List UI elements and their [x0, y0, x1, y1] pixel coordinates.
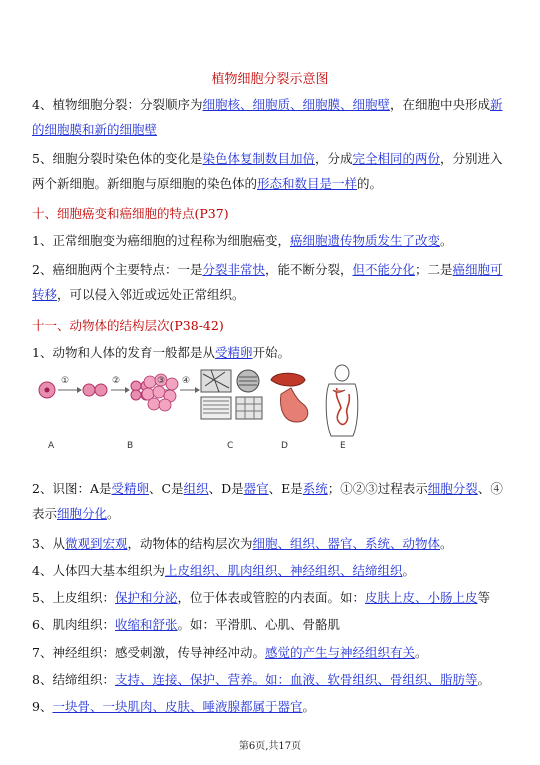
underlined-term: 受精卵: [214, 345, 253, 360]
text: 6、肌肉组织：: [32, 617, 115, 632]
development-illustration: [35, 364, 365, 460]
text: 3、从: [32, 536, 65, 551]
underlined-term: 新的细胞膜和新的细胞壁: [32, 97, 503, 137]
figure-label-b: B: [127, 441, 134, 451]
text: ，位于体表或管腔的内表面。如：: [177, 590, 365, 605]
paragraph-structure-levels: [32, 531, 510, 556]
figure-step-3: ③: [157, 376, 166, 386]
page-footer: 第6页,共17页: [238, 741, 302, 752]
section-heading-animal-structure: 十一、动物体的结构层次(P38-42): [32, 318, 224, 333]
paragraph-cancer-1: [32, 228, 510, 253]
text: ，动物体的结构层次为: [127, 536, 253, 551]
text: 的。: [357, 176, 383, 191]
underlined-term: 器官: [243, 481, 269, 496]
text: 5、细胞分裂时染色体的变化是: [32, 151, 203, 166]
underlined-term: 完全相同的两份: [352, 151, 441, 166]
text: ，能不断分裂，: [264, 262, 353, 277]
text: ，在细胞中央形成: [389, 97, 490, 112]
text: 、E是: [268, 481, 303, 496]
text: 、C是: [149, 481, 184, 496]
paragraph-development: [32, 340, 510, 365]
text: 。如：平滑肌、心肌、骨骼肌: [177, 617, 340, 632]
page-title: 植物细胞分裂示意图: [211, 72, 329, 87]
underlined-term: 但不能分化: [352, 262, 416, 277]
underlined-term: 保护和分泌: [114, 590, 178, 605]
figure-step-4: ④: [182, 376, 191, 386]
section-heading-cancer: 十、细胞癌变和癌细胞的特点(P37): [32, 206, 229, 221]
underlined-term: 分裂非常快: [202, 262, 265, 277]
text: 7、神经组织：感受刺激，传导神经冲动。: [32, 645, 265, 660]
underlined-term: 一块骨、一块肌肉、皮肤、唾液腺都属于器官: [52, 699, 303, 714]
paragraph-epithelial: [32, 585, 510, 610]
underlined-term: 癌细胞可转移: [32, 262, 503, 302]
paragraph-nerve: [32, 640, 510, 665]
text: ，分别进入两个新细胞。新细胞与原细胞的染色体的: [32, 151, 503, 191]
underlined-term: 上皮组织、肌肉组织、神经组织、结缔组织: [164, 563, 403, 578]
text: 。: [302, 699, 315, 714]
underlined-term: 癌细胞遗传物质发生了改变: [289, 233, 440, 248]
underlined-term: 系统: [302, 481, 328, 496]
paragraph-muscle: [32, 612, 510, 637]
text: 9、: [32, 699, 53, 714]
text: 8、结缔组织：: [32, 672, 115, 687]
paragraph-figure-explanation: [32, 476, 510, 526]
text: 、D是: [208, 481, 244, 496]
text: 2、癌细胞两个主要特点：一是: [32, 262, 203, 277]
underlined-term: 细胞核、细胞质、细胞膜、细胞壁: [202, 97, 390, 112]
text: 、④表示: [32, 481, 503, 521]
text: 5、上皮组织：: [32, 590, 115, 605]
figure-label-a: A: [48, 441, 55, 451]
paragraph-cancer-2: [32, 257, 510, 307]
text: 。: [107, 506, 120, 521]
underlined-term: 染色体复制数目加倍: [202, 151, 315, 166]
text: 1、正常细胞变为癌细胞的过程称为细胞癌变，: [32, 233, 290, 248]
figure-step-1: ①: [61, 376, 70, 386]
underlined-term: 感觉的产生与神经组织有关: [264, 645, 415, 660]
figure-label-c: C: [227, 441, 234, 451]
underlined-term: 微观到宏观: [64, 536, 128, 551]
development-figure: [35, 364, 365, 460]
underlined-term: 受精卵: [111, 481, 149, 496]
text: 。: [440, 536, 453, 551]
paragraph-chromosome-change: [32, 146, 510, 196]
text: 1、动物和人体的发育一般都是从: [32, 345, 215, 360]
text: 。: [414, 645, 428, 660]
underlined-term: 形态和数目是一样: [257, 176, 358, 191]
underlined-term: 细胞分裂: [427, 481, 478, 496]
underlined-term: 支持、连接、保护、营养。如：血液、软骨组织、骨组织、脂肪等: [114, 672, 478, 687]
figure-label-d: D: [281, 441, 288, 451]
figure-label-e: E: [340, 441, 346, 451]
paragraph-organs: [32, 694, 510, 719]
text: 开始。: [252, 345, 290, 360]
underlined-term: 皮肤上皮、小肠上皮: [365, 590, 478, 605]
text: ；二是: [415, 262, 453, 277]
text: 。: [477, 672, 490, 687]
underlined-term: 收缩和舒张: [114, 617, 178, 632]
text: 。: [402, 563, 415, 578]
text: ；①②③过程表示: [327, 481, 428, 496]
paragraph-connective: [32, 667, 510, 692]
text: ，分成: [314, 151, 353, 166]
figure-step-2: ②: [112, 376, 121, 386]
underlined-term: 细胞分化: [57, 506, 108, 521]
paragraph-basic-tissues: [32, 558, 510, 583]
text: 4、植物细胞分裂：分裂顺序为: [32, 97, 203, 112]
text: ，可以侵入邻近或远处正常组织。: [57, 287, 245, 302]
text: 4、人体四大基本组织为: [32, 563, 165, 578]
underlined-term: 细胞、组织、器官、系统、动物体: [252, 536, 440, 551]
text: 等: [477, 590, 491, 605]
text: 2、识图：A是: [32, 481, 112, 496]
text: 。: [439, 233, 453, 248]
paragraph-plant-cell-division: [32, 92, 510, 142]
underlined-term: 组织: [183, 481, 209, 496]
